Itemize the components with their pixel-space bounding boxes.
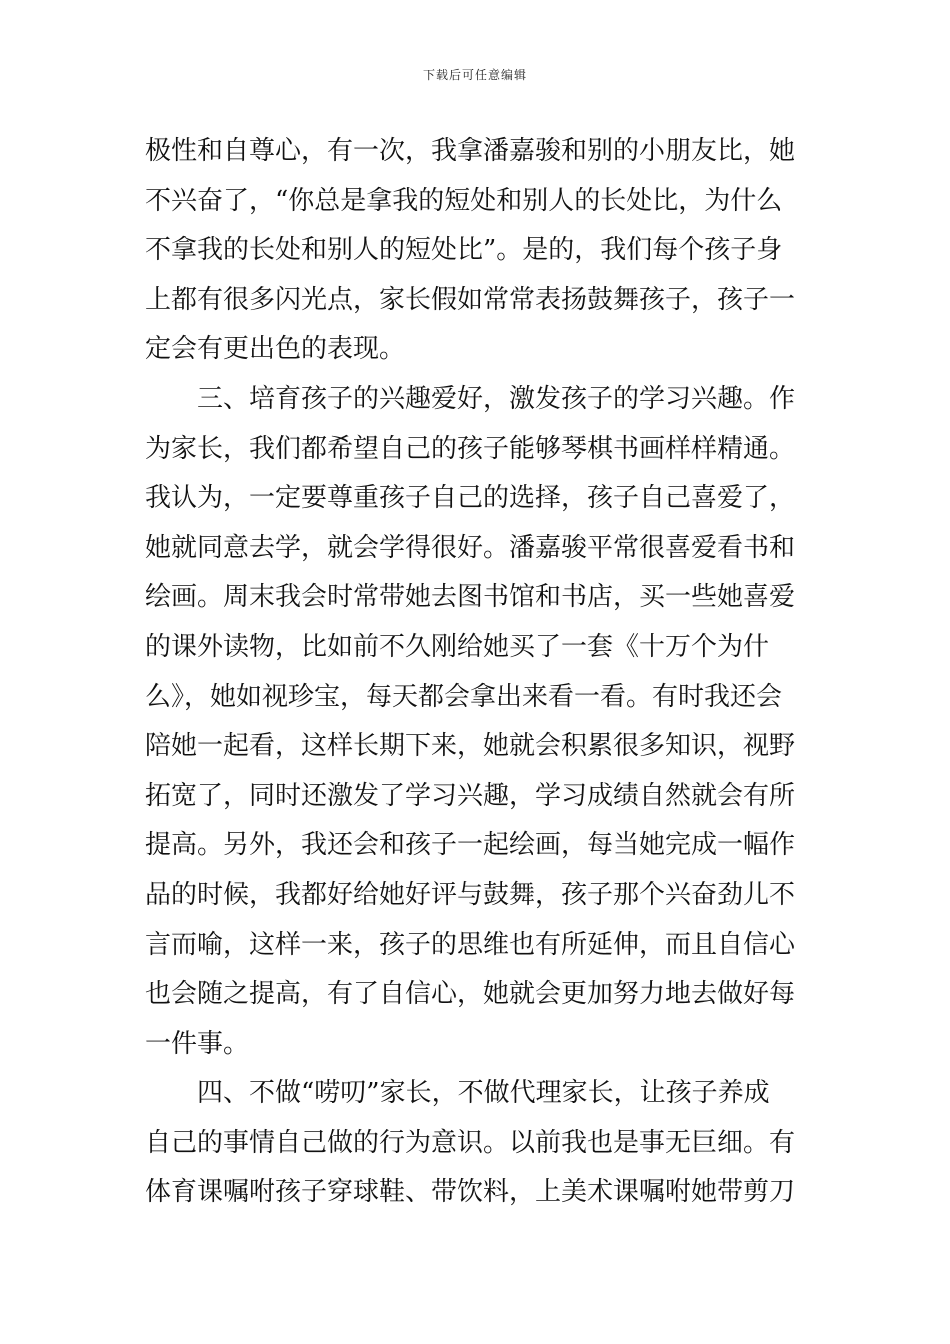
text-line: 三、培育孩子的兴趣爱好，激发孩子的学习兴趣。作 xyxy=(145,383,796,414)
document-body xyxy=(145,127,810,1218)
text-line: 四、不做“唠叨”家长，不做代理家长，让孩子养成 xyxy=(145,1078,770,1109)
text-line: 一件事。 xyxy=(145,1028,250,1059)
text-line: 绘画。周末我会时常带她去图书馆和书店，买一些她喜爱 xyxy=(145,582,796,613)
text-line: 不拿我的长处和别人的短处比”。是的，我们每个孩子身 xyxy=(145,235,783,266)
text-line: 也会随之提高，有了自信心，她就会更加努力地去做好每 xyxy=(145,979,796,1010)
text-line: 提高。另外，我还会和孩子一起绘画，每当她完成一幅作 xyxy=(145,830,796,861)
text-line: 上都有很多闪光点，家长假如常常表扬鼓舞孩子，孩子一 xyxy=(145,284,796,315)
text-line: 拓宽了，同时还激发了学习兴趣，学习成绩自然就会有所 xyxy=(145,780,796,811)
text-line: 为家长，我们都希望自己的孩子能够琴棋书画样样精通。 xyxy=(145,433,796,464)
text-line: 品的时候，我都好给她好评与鼓舞，孩子那个兴奋劲儿不 xyxy=(145,879,796,910)
text-line: 极性和自尊心，有一次，我拿潘嘉骏和别的小朋友比，她 xyxy=(145,136,796,166)
text-line: 的课外读物，比如前不久刚给她买了一套《十万个为什 xyxy=(145,631,770,662)
text-line: 言而喻，这样一来，孩子的思维也有所延伸，而且自信心 xyxy=(145,929,796,960)
text-line: 定会有更出色的表现。 xyxy=(145,334,406,365)
text-line: 体育课嘱咐孩子穿球鞋、带饮料，上美术课嘱咐她带剪刀 xyxy=(145,1177,796,1208)
text-line: 陪她一起看，这样长期下来，她就会积累很多知识，视野 xyxy=(145,731,796,762)
page-header: 下载后可任意编辑 xyxy=(422,68,527,82)
text-line: 我认为，一定要尊重孩子自己的选择，孩子自己喜爱了， xyxy=(145,483,796,514)
text-line: 么》，她如视珍宝，每天都会拿出来看一看。有时我还会 xyxy=(145,681,783,712)
text-line: 自己的事情自己做的行为意识。以前我也是事无巨细。有 xyxy=(145,1127,796,1158)
text-line: 不兴奋了，“你总是拿我的短处和别人的长处比，为什么 xyxy=(145,185,783,216)
text-line: 她就同意去学，就会学得很好。潘嘉骏平常很喜爱看书和 xyxy=(145,532,796,563)
